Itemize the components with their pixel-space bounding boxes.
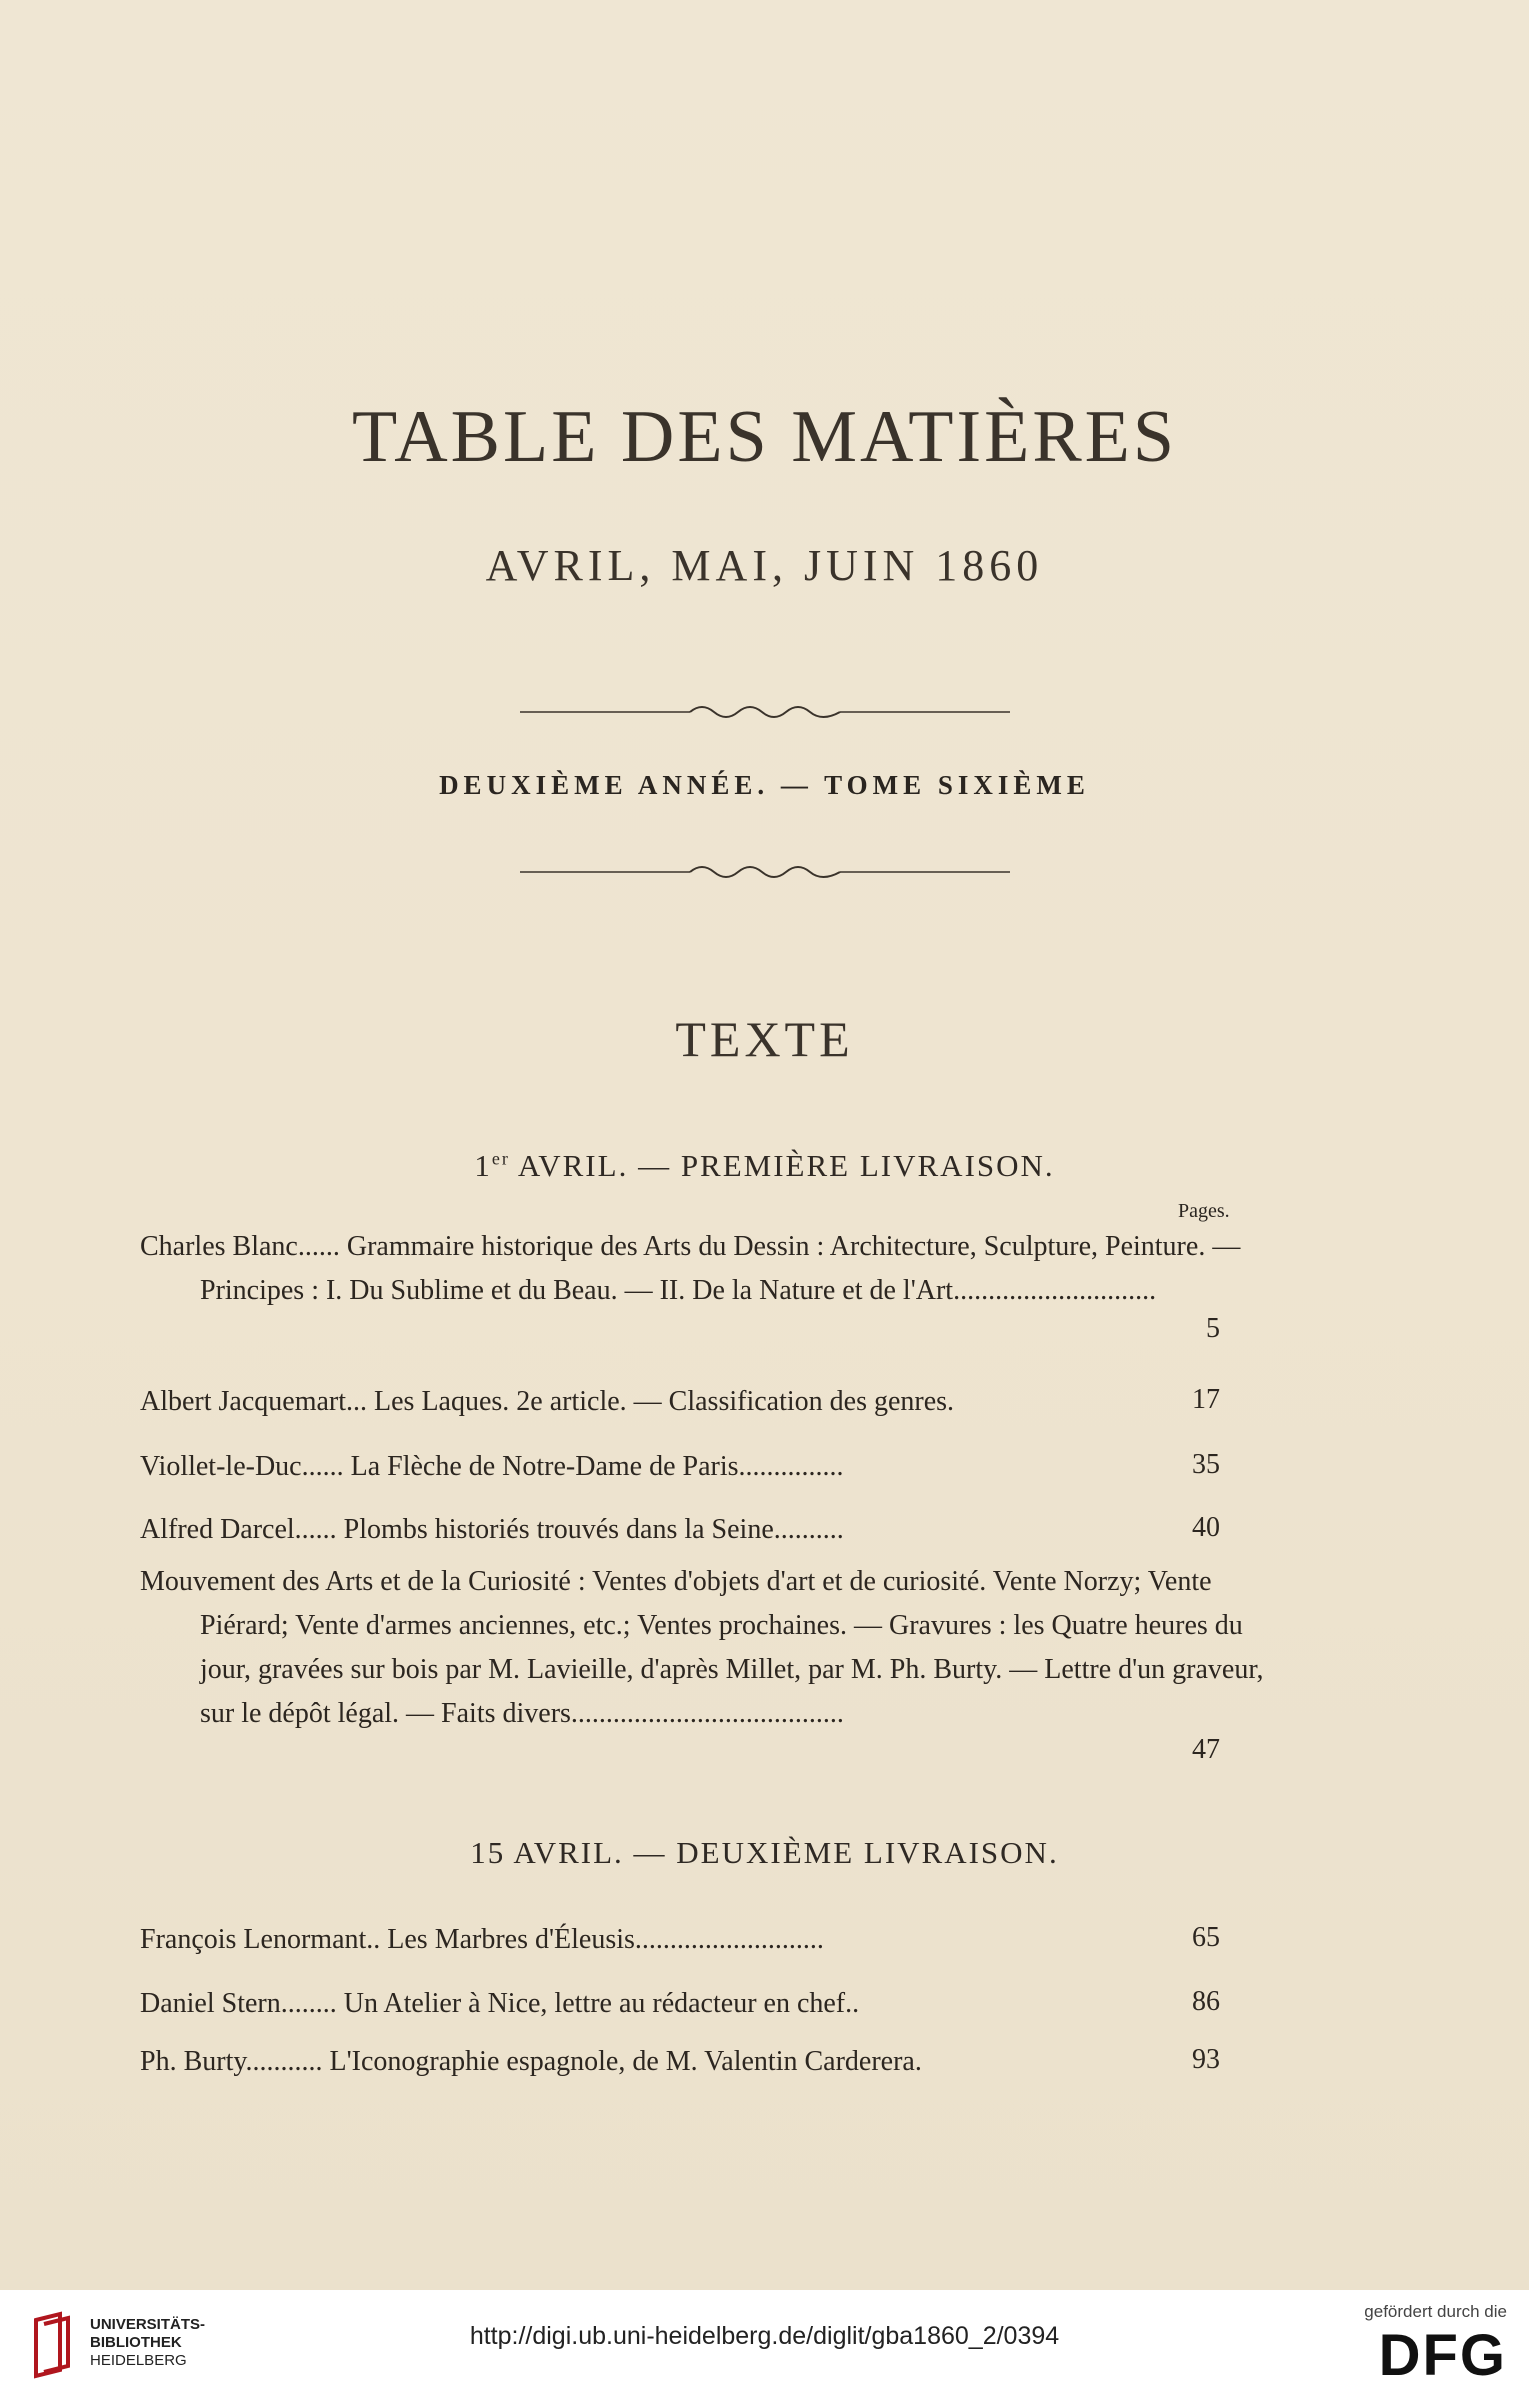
toc-entry-page: 5 xyxy=(1206,1313,1220,1344)
year-volume-line: DEUXIÈME ANNÉE. — TOME SIXIÈME xyxy=(439,770,1090,800)
livraison-heading-1 xyxy=(0,1148,1529,1184)
livraison-heading-2: 15 AVRIL. — DEUXIÈME LIVRAISON. xyxy=(470,1835,1059,1870)
livraison-1-date-rest: AVRIL. — PREMIÈRE LIVRAISON. xyxy=(509,1148,1055,1183)
toc-entry-page: 65 xyxy=(1192,1922,1220,1953)
toc-entry-page: 47 xyxy=(1192,1734,1220,1765)
toc-entry: Albert Jacquemart... Les Laques. 2e article. — Classification des genres. xyxy=(140,1386,955,1417)
toc-entry-page: 40 xyxy=(1192,1512,1220,1543)
library-name: UNIVERSITÄTS- BIBLIOTHEK HEIDELBERG xyxy=(90,2316,206,2369)
viewer-footer xyxy=(0,2290,1529,2402)
toc-entry-page: 35 xyxy=(1192,1449,1220,1480)
toc-entry: Viollet-le-Duc...... La Flèche de Notre-Dame de Paris............... xyxy=(140,1451,844,1482)
permalink-url[interactable]: http://digi.ub.uni-heidelberg.de/diglit/gba1860_2/0394 xyxy=(469,2322,1060,2350)
toc-entry-page: 93 xyxy=(1192,2044,1220,2075)
livraison-1-date-number: 1 xyxy=(474,1148,492,1183)
livraison-1-date-sup: er xyxy=(491,1148,510,1169)
toc-entry: Daniel Stern........ Un Atelier à Nice, lettre au rédacteur en chef.. xyxy=(140,1988,860,2019)
toc-entry-page: 86 xyxy=(1192,1986,1220,2017)
pages-column-label: Pages. xyxy=(1178,1200,1230,1222)
toc-entry: Ph. Burty........... L'Iconographie espagnole, de M. Valentin Carderera. xyxy=(140,2046,922,2077)
toc-entry: Mouvement des Arts et de la Curiosité : Ventes d'objets d'art et de curiosité. Vente Norzy; Vente Piérard; Vente d'armes anciennes, etc.; Ventes prochaines. — Gravures : les Quatre heures du jour, gravées sur bois par M. Lavieille, d'après Millet, par M. Ph. Burty. — Lettre d'un graveur, sur le dépôt légal. — Faits divers....................................... xyxy=(140,1566,1264,1729)
ornament-divider-top xyxy=(520,697,1010,727)
toc-entry: Charles Blanc...... Grammaire historique des Arts du Dessin : Architecture, Sculpture, Peinture. — Principes : I. Du Sublime et du Beau. — II. De la Nature et de l'Art............................. xyxy=(140,1231,1241,1306)
section-heading-texte: TEXTE xyxy=(675,1011,854,1067)
toc-entry: Alfred Darcel...... Plombs historiés trouvés dans la Seine.......... xyxy=(140,1514,844,1545)
ornament-divider-bottom xyxy=(520,857,1010,887)
toc-entry: François Lenormant.. Les Marbres d'Éleusis........................... xyxy=(140,1924,824,1955)
dfg-logo: DFG xyxy=(1378,2323,1507,2388)
page-subtitle: AVRIL, MAI, JUIN 1860 xyxy=(485,541,1044,590)
toc-entry-page: 17 xyxy=(1192,1384,1220,1415)
page-title: TABLE DES MATIÈRES xyxy=(351,396,1178,478)
funding-label: gefördert durch die xyxy=(1364,2302,1507,2321)
